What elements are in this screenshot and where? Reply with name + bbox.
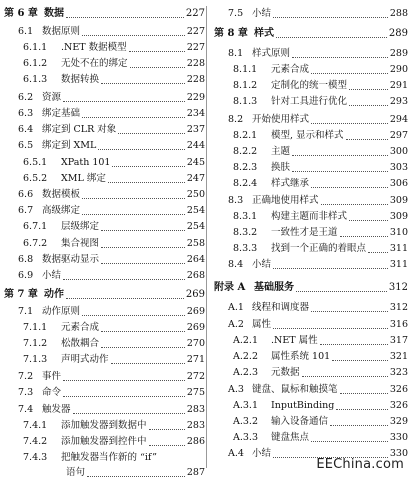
toc-entry-title: 线程和调度器 xyxy=(252,302,310,313)
toc-leader-dots xyxy=(311,311,388,312)
toc-entry-page: 293 xyxy=(389,96,408,107)
toc-entry-number: 6.2 xyxy=(18,92,34,103)
toc-entry xyxy=(210,415,408,429)
toc-entry xyxy=(0,337,205,351)
toc-entry xyxy=(210,383,408,397)
toc-entry-page: 312 xyxy=(388,282,408,293)
toc-leader-dots xyxy=(311,441,388,442)
toc-entry-page: 270 xyxy=(186,338,205,349)
toc-entry-number: 6.6 xyxy=(18,189,34,200)
toc-entry-page: 303 xyxy=(389,162,408,173)
toc-entry-title: InputBinding xyxy=(271,400,335,411)
toc-entry-title: 元素合成 xyxy=(61,322,100,333)
toc-entry-page: 247 xyxy=(186,173,205,184)
toc-entry xyxy=(210,366,408,380)
toc-entry-number: 8.1.2 xyxy=(233,80,258,91)
toc-entry-title: 换肤 xyxy=(271,162,291,173)
toc-entry-number: 7.4.2 xyxy=(23,436,48,447)
toc-leader-dots xyxy=(311,73,388,74)
toc-entry-title: 属性 xyxy=(252,319,272,330)
toc-entry-page: 286 xyxy=(186,436,205,447)
toc-entry-title: 添加触发器到控件中 xyxy=(61,436,147,447)
toc-leader-dots xyxy=(349,105,388,106)
toc-entry-page: 291 xyxy=(389,80,408,91)
toc-entry xyxy=(210,145,408,159)
toc-entry-page: 254 xyxy=(186,221,205,232)
toc-leader-dots xyxy=(101,247,185,248)
toc-entry-number: 6.5.2 xyxy=(23,173,48,184)
toc-entry-title: 绑定基础 xyxy=(42,108,81,119)
toc-entry-number: A.2.1 xyxy=(233,335,258,346)
toc-leader-dots xyxy=(336,409,388,410)
toc-entry-page: 316 xyxy=(389,319,408,330)
toc-entry-title: 数据原则 xyxy=(42,26,81,37)
toc-entry xyxy=(0,419,205,433)
toc-leader-dots xyxy=(311,123,388,124)
toc-leader-dots xyxy=(82,117,185,118)
toc-entry xyxy=(0,353,205,367)
toc-entry xyxy=(210,318,408,332)
toc-entry xyxy=(0,156,205,170)
toc-leader-dots xyxy=(129,51,185,52)
toc-leader-dots xyxy=(276,37,387,38)
toc-entry-title: 键盘焦点 xyxy=(271,432,310,443)
toc-leader-dots xyxy=(101,230,185,231)
toc-entry-page: 294 xyxy=(389,114,408,125)
toc-entry-title: 高级绑定 xyxy=(42,205,81,216)
toc-entry-number: 8.2 xyxy=(228,114,244,125)
toc-entry-title: 动作原则 xyxy=(42,306,81,317)
toc-entry-title: 动作 xyxy=(44,289,64,300)
toc-entry xyxy=(0,73,205,87)
toc-entry-page: 229 xyxy=(186,92,205,103)
toc-entry-number: 6.4 xyxy=(18,124,34,135)
toc-entry-page: 250 xyxy=(186,189,205,200)
toc-leader-dots xyxy=(368,252,388,253)
toc-entry-title: 数据驱动显示 xyxy=(42,254,100,265)
toc-entry-page: 330 xyxy=(389,432,408,443)
toc-leader-dots xyxy=(149,445,185,446)
toc-leader-dots xyxy=(302,376,388,377)
toc-entry-title: 命令 xyxy=(42,387,62,398)
toc-entry-number: 8.2.2 xyxy=(233,146,258,157)
column-divider xyxy=(206,6,207,468)
toc-entry-title: 构建主题而非样式 xyxy=(271,211,348,222)
toc-entry-page: 271 xyxy=(186,354,205,365)
toc-entry xyxy=(0,451,205,465)
toc-entry xyxy=(210,350,408,364)
toc-entry-number: 7.4.1 xyxy=(23,420,48,431)
toc-entry-page: 288 xyxy=(389,8,408,19)
toc-entry-title: 针对工具进行优化 xyxy=(271,96,348,107)
toc-entry-number: 8.3 xyxy=(228,195,244,206)
toc-entry-number: 6.1.2 xyxy=(23,58,48,69)
toc-leader-dots xyxy=(130,67,185,68)
toc-entry-number: 8.2.3 xyxy=(233,162,258,173)
toc-entry xyxy=(210,95,408,109)
toc-leader-dots xyxy=(82,315,185,316)
toc-entry-title: 定制化的统一模型 xyxy=(271,80,348,91)
toc-entry xyxy=(0,139,205,153)
toc-chapter-entry xyxy=(210,281,408,295)
toc-entry-number: A.3 xyxy=(228,384,244,395)
toc-entry-number: 第 7 章 xyxy=(4,289,38,300)
toc-entry-title: 把触发器当作新的 “if” xyxy=(61,452,157,463)
toc-entry xyxy=(0,91,205,105)
toc-entry xyxy=(210,194,408,208)
toc-entry-page: 300 xyxy=(389,146,408,157)
toc-entry-number: 7.4 xyxy=(18,404,34,415)
toc-entry-title: 集合视图 xyxy=(61,238,100,249)
toc-entry-page: 228 xyxy=(186,74,205,85)
toc-leader-dots xyxy=(292,155,388,156)
toc-entry-title: 绑定到 XML xyxy=(42,140,97,151)
toc-leader-dots xyxy=(101,331,185,332)
toc-leader-dots xyxy=(98,149,185,150)
toc-leader-dots xyxy=(330,425,388,426)
toc-entry-title: 正确地使用样式 xyxy=(252,195,319,206)
toc-entry-page: 306 xyxy=(389,178,408,189)
toc-entry-page: 326 xyxy=(389,384,408,395)
toc-leader-dots xyxy=(73,413,185,414)
toc-entry-title: 声明式动作 xyxy=(61,354,109,365)
toc-leader-dots xyxy=(349,220,388,221)
toc-entry xyxy=(0,25,205,39)
toc-entry-title: .NET 数据模型 xyxy=(61,42,127,53)
toc-entry xyxy=(210,431,408,445)
toc-entry-page: 258 xyxy=(186,238,205,249)
toc-entry-number: 7.5 xyxy=(228,8,244,19)
toc-entry-title: 输入设备通信 xyxy=(271,416,329,427)
toc-entry-page: 283 xyxy=(186,420,205,431)
toc-entry-number: 8.2.1 xyxy=(233,130,258,141)
toc-entry-page: 227 xyxy=(186,26,205,37)
toc-entry-number: 6.8 xyxy=(18,254,34,265)
toc-entry-number: 7.1.2 xyxy=(23,338,48,349)
toc-entry xyxy=(210,177,408,191)
toc-leader-dots xyxy=(63,279,185,280)
toc-entry xyxy=(0,305,205,319)
toc-entry-number: 6.3 xyxy=(18,108,34,119)
toc-entry-title: 语句 xyxy=(66,467,86,478)
toc-entry xyxy=(0,435,205,449)
toc-leader-dots xyxy=(273,268,388,269)
toc-leader-dots xyxy=(101,263,185,264)
toc-entry-number: 8.3.1 xyxy=(233,211,258,222)
toc-entry xyxy=(0,41,205,55)
toc-entry-page: 326 xyxy=(389,400,408,411)
toc-entry xyxy=(210,7,408,21)
toc-entry-title: 模型, 显示和样式 xyxy=(271,130,344,141)
toc-leader-dots xyxy=(340,393,388,394)
toc-entry-title: 样式原则 xyxy=(252,48,291,59)
toc-leader-dots xyxy=(292,171,388,172)
toc-entry-page: 228 xyxy=(186,58,205,69)
toc-entry-title: 元数据 xyxy=(271,367,300,378)
toc-leader-dots xyxy=(82,214,185,215)
toc-leader-dots xyxy=(63,380,185,381)
toc-entry-number: 6.7.2 xyxy=(23,238,48,249)
toc-leader-dots xyxy=(149,429,185,430)
toc-entry-title: 数据 xyxy=(44,8,64,19)
toc-entry-title: 一致性才是王道 xyxy=(271,227,338,238)
toc-entry-number: 8.3.2 xyxy=(233,227,258,238)
toc-entry-page: 234 xyxy=(186,108,205,119)
toc-entry xyxy=(210,161,408,175)
toc-entry-page: 237 xyxy=(186,124,205,135)
toc-leader-dots xyxy=(108,182,185,183)
toc-entry-page: 312 xyxy=(389,302,408,313)
toc-entry-page: 289 xyxy=(389,48,408,59)
toc-entry-title: XML 绑定 xyxy=(61,173,106,184)
toc-entry-title: 样式继承 xyxy=(271,178,310,189)
toc-entry-number: 6.7 xyxy=(18,205,34,216)
toc-entry-page: 254 xyxy=(186,205,205,216)
toc-entry-title: 开始使用样式 xyxy=(252,114,310,125)
toc-entry-number: 7.4.3 xyxy=(23,452,48,463)
toc-entry-number: A.2 xyxy=(228,319,244,330)
toc-entry-page: 317 xyxy=(389,335,408,346)
toc-entry xyxy=(0,370,205,384)
toc-entry xyxy=(210,210,408,224)
toc-leader-dots xyxy=(101,347,185,348)
toc-entry-title: 小结 xyxy=(252,448,272,459)
toc-leader-dots xyxy=(273,17,388,18)
toc-entry xyxy=(210,79,408,93)
toc-entry-number: A.4 xyxy=(228,448,244,459)
toc-chapter-entry xyxy=(0,7,205,21)
toc-leader-dots xyxy=(292,57,388,58)
toc-entry xyxy=(210,47,408,61)
toc-leader-dots xyxy=(66,298,184,299)
toc-leader-dots xyxy=(340,236,388,237)
toc-entry-number: 8.1.3 xyxy=(233,96,258,107)
toc-leader-dots xyxy=(332,360,388,361)
toc-entry-number: 6.9 xyxy=(18,270,34,281)
toc-leader-dots xyxy=(87,476,185,477)
toc-entry xyxy=(0,253,205,267)
toc-entry-page: 290 xyxy=(389,64,408,75)
toc-entry xyxy=(210,242,408,256)
toc-entry-page: 272 xyxy=(186,371,205,382)
toc-entry xyxy=(0,237,205,251)
toc-entry-title: .NET 属性 xyxy=(271,335,318,346)
toc-entry-title: 数据转换 xyxy=(61,74,100,85)
toc-entry xyxy=(210,129,408,143)
toc-entry-number: A.3.2 xyxy=(233,416,258,427)
toc-entry-title: 添加触发器到数据中 xyxy=(61,420,147,431)
toc-entry xyxy=(0,321,205,335)
toc-entry-page: 289 xyxy=(388,28,408,39)
toc-entry-number: 7.2 xyxy=(18,371,34,382)
toc-leader-dots xyxy=(63,101,185,102)
toc-entry xyxy=(210,113,408,127)
toc-entry-page: 245 xyxy=(186,157,205,168)
toc-entry-number: A.2.2 xyxy=(233,351,258,362)
toc-entry-page: 287 xyxy=(186,467,205,478)
toc-entry xyxy=(210,63,408,77)
toc-entry xyxy=(0,269,205,283)
toc-entry-page: 227 xyxy=(186,42,205,53)
toc-entry-title: 找到一个正确的着眼点 xyxy=(271,243,367,254)
toc-entry-number: 8.2.4 xyxy=(233,178,258,189)
toc-entry-title: 绑定到 CLR 对象 xyxy=(42,124,117,135)
toc-entry xyxy=(0,220,205,234)
toc-leader-dots xyxy=(346,139,388,140)
toc-entry-title: 主题 xyxy=(271,146,291,157)
toc-entry xyxy=(0,188,205,202)
toc-entry-number: 第 6 章 xyxy=(4,8,38,19)
toc-entry-page: 268 xyxy=(186,270,205,281)
toc-entry-number: 7.3 xyxy=(18,387,34,398)
toc-entry-page: 323 xyxy=(389,367,408,378)
toc-entry-title: 触发器 xyxy=(42,404,71,415)
toc-entry-number: 6.1.1 xyxy=(23,42,48,53)
toc-leader-dots xyxy=(296,291,387,292)
toc-entry-number: 第 8 章 xyxy=(214,28,248,39)
toc-entry-page: 227 xyxy=(185,8,205,19)
toc-entry-number: 6.1.3 xyxy=(23,74,48,85)
toc-entry xyxy=(0,107,205,121)
toc-entry-number: 7.1.1 xyxy=(23,322,48,333)
toc-entry xyxy=(0,172,205,186)
toc-entry-page: 329 xyxy=(389,416,408,427)
toc-leader-dots xyxy=(349,89,388,90)
toc-entry-number: A.2.3 xyxy=(233,367,258,378)
toc-entry-page: 330 xyxy=(389,448,408,459)
toc-entry xyxy=(0,123,205,137)
toc-entry-title: 小结 xyxy=(252,259,272,270)
toc-entry-page: 297 xyxy=(389,130,408,141)
toc-entry-title: 基础服务 xyxy=(254,282,294,293)
toc-entry-title: 小结 xyxy=(42,270,62,281)
toc-entry-title: 无处不在的绑定 xyxy=(61,58,128,69)
toc-leader-dots xyxy=(273,328,388,329)
toc-entry xyxy=(210,399,408,413)
toc-entry-title: 事件 xyxy=(42,371,62,382)
toc-entry-page: 269 xyxy=(186,306,205,317)
toc-leader-dots xyxy=(311,187,388,188)
toc-entry-number: 7.1 xyxy=(18,306,34,317)
toc-entry xyxy=(210,258,408,272)
toc-entry-title: 元素合成 xyxy=(271,64,310,75)
toc-entry-page: 269 xyxy=(186,322,205,333)
toc-entry xyxy=(0,204,205,218)
toc-entry-title: 数据模板 xyxy=(42,189,81,200)
toc-entry-page: 283 xyxy=(186,404,205,415)
toc-leader-dots xyxy=(101,83,185,84)
toc-leader-dots xyxy=(321,204,388,205)
toc-leader-dots xyxy=(63,396,185,397)
toc-chapter-entry xyxy=(0,288,205,302)
toc-entry xyxy=(210,226,408,240)
toc-entry-number: 6.7.1 xyxy=(23,221,48,232)
toc-entry-number: 6.1 xyxy=(18,26,34,37)
toc-entry-title: 资源 xyxy=(42,92,62,103)
toc-entry-page: 310 xyxy=(389,227,408,238)
toc-entry-number: 7.1.3 xyxy=(23,354,48,365)
toc-entry-page: 311 xyxy=(389,243,408,254)
toc-leader-dots xyxy=(66,17,184,18)
toc-entry xyxy=(210,334,408,348)
toc-entry-title: 层级绑定 xyxy=(61,221,100,232)
toc-entry xyxy=(0,403,205,417)
toc-leader-dots xyxy=(82,35,185,36)
toc-entry-number: A.3.1 xyxy=(233,400,258,411)
toc-entry xyxy=(210,301,408,315)
watermark: EEChina.com xyxy=(316,457,404,472)
toc-entry-number: 6.5.1 xyxy=(23,157,48,168)
toc-leader-dots xyxy=(320,344,388,345)
toc-entry-number: 8.1.1 xyxy=(233,64,258,75)
toc-entry xyxy=(0,57,205,71)
toc-entry-title: 属性系统 101 xyxy=(271,351,331,362)
toc-entry-number: 8.3.3 xyxy=(233,243,258,254)
toc-entry-title: 松散耦合 xyxy=(61,338,100,349)
toc-entry-title: 样式 xyxy=(254,28,274,39)
toc-leader-dots xyxy=(111,363,185,364)
toc-entry-title: 键盘、鼠标和触摸笔 xyxy=(252,384,338,395)
toc-leader-dots xyxy=(118,133,185,134)
toc-entry-page: 244 xyxy=(186,140,205,151)
toc-entry xyxy=(0,386,205,400)
toc-entry-number: A.1 xyxy=(228,302,244,313)
toc-entry-number: 8.4 xyxy=(228,259,244,270)
toc-entry-title: XPath 101 xyxy=(61,157,111,168)
toc-entry-page: 311 xyxy=(389,259,408,270)
toc-entry-title: 小结 xyxy=(252,8,272,19)
toc-entry-number: A.3.3 xyxy=(233,432,258,443)
toc-chapter-entry xyxy=(210,27,408,41)
toc-entry-number: 6.5 xyxy=(18,140,34,151)
toc-entry-number: 8.1 xyxy=(228,48,244,59)
toc-entry-number: 附录 A xyxy=(214,282,246,293)
toc-entry-page: 309 xyxy=(389,211,408,222)
toc-leader-dots xyxy=(82,198,185,199)
toc-entry-page: 309 xyxy=(389,195,408,206)
toc-entry-page: 269 xyxy=(185,289,205,300)
toc-entry-page: 275 xyxy=(186,387,205,398)
toc-entry-page: 264 xyxy=(186,254,205,265)
toc-leader-dots xyxy=(112,166,185,167)
toc-entry-page: 321 xyxy=(389,351,408,362)
